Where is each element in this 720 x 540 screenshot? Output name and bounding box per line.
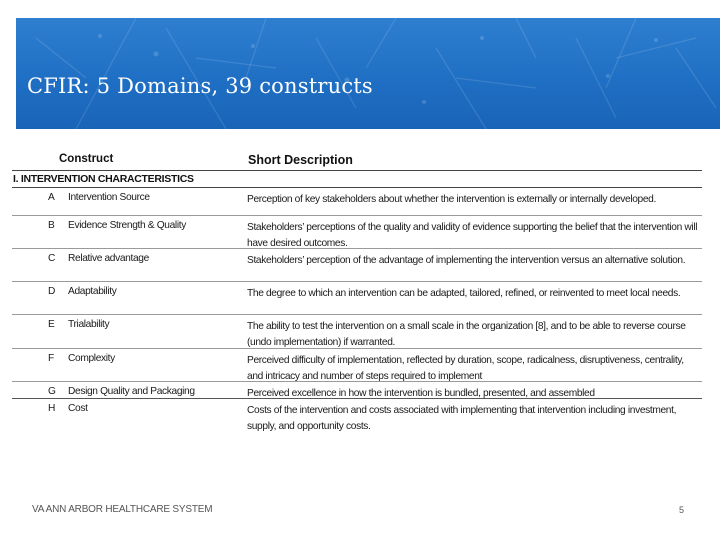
row-letter: G [48, 386, 56, 397]
row-letter: C [48, 253, 56, 264]
construct-description: Costs of the intervention and costs associated with implementing that intervention including investment, supply, and opportunity costs. [247, 405, 677, 432]
construct-name: Cost [68, 403, 88, 414]
construct-description: Perception of key stakeholders about whether the intervention is externally or internally developed. [247, 194, 656, 205]
table-row [12, 348, 702, 381]
construct-description: The degree to which an intervention can be adapted, tailored, refined, or reinvented to meet local needs. [247, 288, 681, 299]
construct-name: Evidence Strength & Quality [68, 220, 186, 231]
table-row [12, 314, 702, 348]
table-row [12, 187, 702, 215]
construct-description: Perceived excellence in how the intervention is bundled, presented, and assembled [247, 388, 595, 399]
page-number: 5 [679, 505, 685, 515]
footer-organization: VA ANN ARBOR HEALTHCARE SYSTEM [32, 504, 213, 515]
row-letter: E [48, 319, 55, 330]
row-letter: D [48, 286, 56, 297]
row-letter: B [48, 220, 55, 231]
construct-name: Complexity [68, 353, 115, 364]
construct-name: Adaptability [68, 286, 117, 297]
header-description: Short Description [248, 153, 353, 167]
table-row [12, 381, 702, 398]
table-header [12, 150, 702, 170]
table-row [12, 281, 702, 314]
construct-description: Perceived difficulty of implementation, reflected by duration, scope, radicalness, disruptiveness, centrality, and intricacy and number of steps required to implement [247, 355, 684, 382]
row-letter: A [48, 192, 55, 203]
header-construct: Construct [59, 153, 114, 165]
construct-name: Design Quality and Packaging [68, 386, 195, 397]
construct-name: Trialability [68, 319, 110, 330]
table-row [12, 215, 702, 248]
slide-title: CFIR: 5 Domains, 39 constructs [27, 74, 373, 98]
construct-description: Stakeholders’ perception of the advantage of implementing the intervention versus an alternative solution. [247, 255, 686, 266]
section-heading: I. INTERVENTION CHARACTERISTICS [12, 170, 702, 187]
row-letter: F [48, 353, 54, 364]
construct-name: Intervention Source [68, 192, 150, 203]
construct-description: The ability to test the intervention on a small scale in the organization [8], and to be able to reverse course (undo implementation) if warranted. [247, 321, 686, 348]
table-row [12, 398, 702, 437]
table-row [12, 248, 702, 281]
construct-name: Relative advantage [68, 253, 149, 264]
row-letter: H [48, 403, 56, 414]
construct-description: Stakeholders’ perceptions of the quality and validity of evidence supporting the belief that the intervention will have desired outcomes. [247, 222, 698, 249]
constructs-table [12, 150, 702, 437]
